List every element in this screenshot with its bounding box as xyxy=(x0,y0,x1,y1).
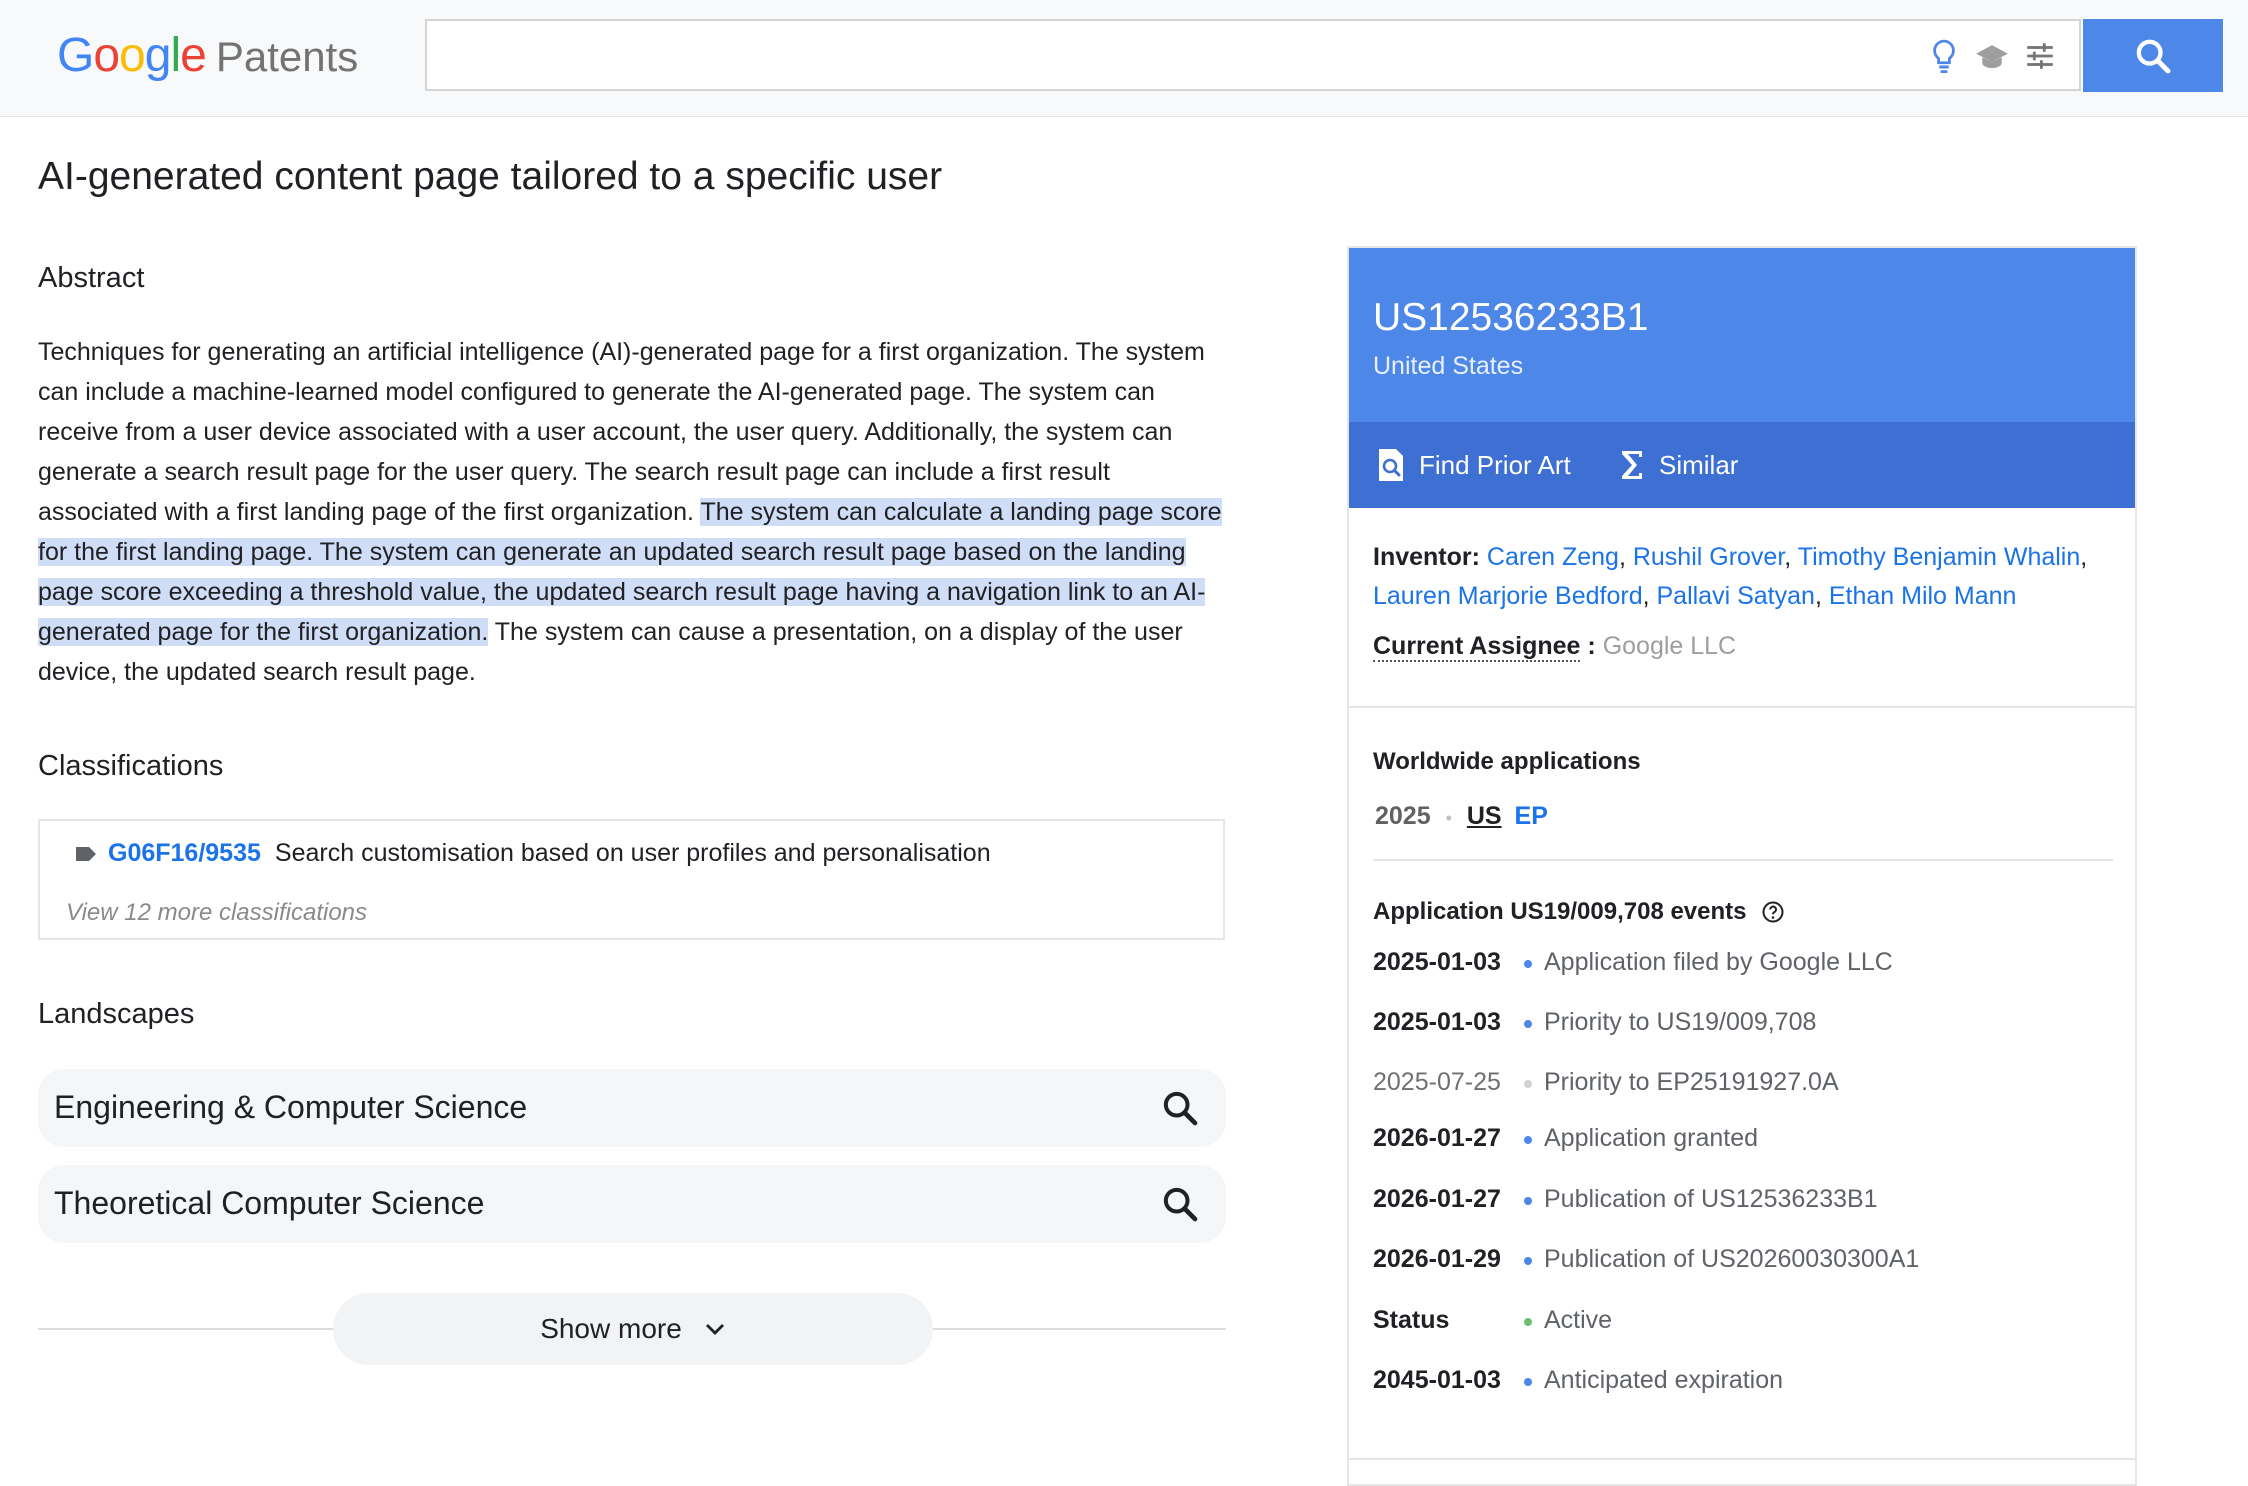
event-date: 2025-01-03 xyxy=(1373,1008,1501,1036)
event-description: Active xyxy=(1544,1306,1613,1334)
graduation-cap-icon[interactable] xyxy=(1975,37,2009,75)
worldwide-applications-row xyxy=(1375,802,1548,831)
similar-button[interactable] xyxy=(1619,445,1738,485)
landscape-item[interactable] xyxy=(38,1165,1226,1243)
inventor-list: Inventor: Caren Zeng, Rushil Grover, Timothy Benjamin Whalin, Lauren Marjorie Bedford, Pallavi Satyan, Ethan Milo Mann xyxy=(1373,543,2088,610)
event-row xyxy=(1373,1245,2113,1285)
inventor-link[interactable]: Caren Zeng xyxy=(1486,543,1619,571)
tune-icon[interactable] xyxy=(2023,37,2057,75)
classifications-box xyxy=(38,819,1225,940)
find-prior-art-icon xyxy=(1377,447,1405,483)
event-row xyxy=(1373,1008,2113,1048)
event-date: 2026-01-27 xyxy=(1373,1124,1501,1152)
event-date: 2025-01-03 xyxy=(1373,948,1501,976)
landscapes-heading: Landscapes xyxy=(38,998,195,1030)
event-dot xyxy=(1524,1257,1532,1265)
event-row xyxy=(1373,948,2113,988)
event-dot xyxy=(1524,1080,1532,1088)
event-date: 2026-01-29 xyxy=(1373,1245,1501,1273)
search-input[interactable] xyxy=(425,19,2081,91)
search-icon[interactable] xyxy=(1160,1184,1200,1224)
inventor-link[interactable]: Pallavi Satyan xyxy=(1656,582,1815,610)
find-prior-art-label: Find Prior Art xyxy=(1419,449,1571,480)
assignee-label[interactable]: Current Assignee xyxy=(1373,632,1581,660)
logo-letter: o xyxy=(119,29,145,82)
classifications-heading: Classifications xyxy=(38,750,224,782)
abstract-heading: Abstract xyxy=(38,262,145,294)
application-events-heading xyxy=(1373,898,1785,926)
show-more-button[interactable] xyxy=(333,1293,933,1365)
event-description: Application granted xyxy=(1544,1124,1759,1152)
worldwide-us-link[interactable]: US xyxy=(1466,802,1502,830)
logo-letter: g xyxy=(144,29,171,82)
event-dot xyxy=(1524,960,1532,968)
page-title: AI-generated content page tailored to a specific user xyxy=(38,155,943,198)
inventor-link[interactable]: Lauren Marjorie Bedford xyxy=(1373,582,1643,610)
chevron-down-icon xyxy=(704,1322,726,1336)
landscape-label: Engineering & Computer Science xyxy=(54,1089,528,1125)
logo-letter: G xyxy=(57,29,94,82)
card-divider xyxy=(1349,706,2135,708)
logo-google xyxy=(57,29,206,82)
event-row xyxy=(1373,1068,2113,1108)
sigma-icon xyxy=(1619,449,1645,481)
event-dot xyxy=(1524,1197,1532,1205)
publication-number: US12536233B1 xyxy=(1373,296,1649,339)
worldwide-ep-link[interactable]: EP xyxy=(1514,802,1548,830)
logo-letter: e xyxy=(180,29,206,82)
inventor-link[interactable]: Timothy Benjamin Whalin xyxy=(1797,543,2081,571)
inventor-link[interactable]: Rushil Grover xyxy=(1632,543,1785,571)
current-assignee xyxy=(1373,632,1736,661)
event-description: Publication of US20260030300A1 xyxy=(1544,1245,1920,1273)
event-description: Priority to US19/009,708 xyxy=(1544,1008,1817,1036)
event-date: 2025-07-25 xyxy=(1373,1068,1501,1096)
logo-letter: l xyxy=(170,29,181,82)
abstract-text xyxy=(38,332,1223,692)
card-divider xyxy=(1349,1458,2135,1460)
event-row xyxy=(1373,1366,2113,1406)
event-dot xyxy=(1524,1136,1532,1144)
google-patents-logo[interactable] xyxy=(57,28,358,88)
help-icon[interactable] xyxy=(1761,900,1785,924)
tag-icon xyxy=(76,847,96,861)
landscape-label: Theoretical Computer Science xyxy=(54,1185,485,1221)
event-dot xyxy=(1524,1318,1532,1326)
search-tools xyxy=(1927,36,2057,76)
find-prior-art-button[interactable] xyxy=(1377,445,1571,485)
card-actions-bar xyxy=(1349,422,2135,508)
search-icon[interactable] xyxy=(1160,1088,1200,1128)
abstract-text-after: The system can cause a presentation, on a display of the user device, the updated search result page. xyxy=(38,618,1183,686)
event-date: 2045-01-03 xyxy=(1373,1366,1501,1394)
inventor-label: Inventor: xyxy=(1373,543,1480,571)
event-row xyxy=(1373,1185,2113,1225)
assignee-colon: : xyxy=(1580,632,1603,660)
application-events-title: Application US19/009,708 events xyxy=(1373,898,1747,925)
show-more-label: Show more xyxy=(540,1313,682,1344)
lightbulb-icon[interactable] xyxy=(1927,37,1961,75)
classification-description: Search customisation based on user profiles and personalisation xyxy=(274,839,991,867)
logo-patents: Patents xyxy=(215,33,359,80)
event-dot xyxy=(1524,1020,1532,1028)
worldwide-applications-heading: Worldwide applications xyxy=(1373,748,1641,775)
worldwide-dot: • xyxy=(1445,808,1452,828)
assignee-value: Google LLC xyxy=(1602,632,1737,660)
worldwide-year: 2025 xyxy=(1375,802,1431,830)
event-description: Anticipated expiration xyxy=(1544,1366,1784,1394)
classification-row xyxy=(76,839,991,868)
landscape-item[interactable] xyxy=(38,1069,1226,1147)
event-date: 2026-01-27 xyxy=(1373,1185,1501,1213)
view-more-classifications-link[interactable]: View 12 more classifications xyxy=(66,899,368,926)
abstract-text-highlighted: The system can calculate a landing page score for the first landing page. The system can generate an updated search result page based on the landing page score exceeding a threshold value, the updated search result page having a navigation link to an AI-generated page for the first organization. xyxy=(38,498,1222,646)
event-dot xyxy=(1524,1378,1532,1386)
header-bar xyxy=(0,0,2248,117)
event-description: Publication of US12536233B1 xyxy=(1544,1185,1878,1213)
search-icon xyxy=(2133,36,2173,76)
event-row xyxy=(1373,1306,2113,1346)
similar-label: Similar xyxy=(1659,449,1739,480)
publication-country: United States xyxy=(1373,352,1524,380)
event-row xyxy=(1373,1124,2113,1164)
card-header xyxy=(1349,248,2135,422)
card-divider xyxy=(1373,859,2113,861)
event-description: Application filed by Google LLC xyxy=(1544,948,1893,976)
logo-letter: o xyxy=(93,29,120,82)
event-description: Priority to EP25191927.0A xyxy=(1544,1068,1839,1096)
event-date: Status xyxy=(1373,1306,1450,1334)
inventor-link[interactable]: Ethan Milo Mann xyxy=(1828,582,2017,610)
abstract-text-before: Techniques for generating an artificial intelligence (AI)-generated page for a first organization. The system can include a machine-learned model configured to generate the AI-generated page. The system can receive from a user device associated with a user account, the user query. Additionally, the system can generate a search result page for the user query. The search result page can include a first result associated with a first landing page of the first organization. xyxy=(38,338,1205,526)
search-button[interactable] xyxy=(2083,19,2223,92)
patent-summary-card xyxy=(1347,246,2137,1486)
classification-code-link[interactable]: G06F16/9535 xyxy=(108,839,261,867)
